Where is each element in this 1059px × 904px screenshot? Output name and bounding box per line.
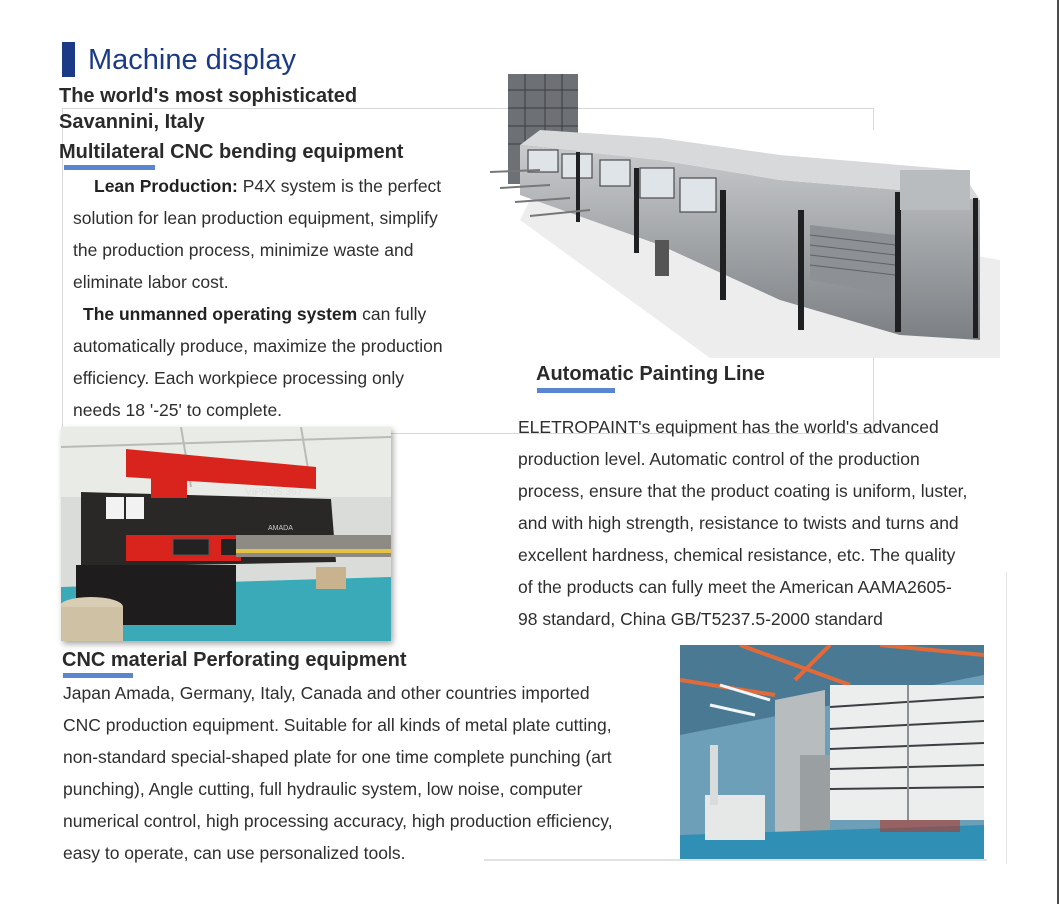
lean-production-label: Lean Production: <box>94 176 238 196</box>
svg-text:VIPROS 367: VIPROS 367 <box>245 487 303 498</box>
heading-underline <box>537 388 615 393</box>
subtitle-line-3: Multilateral CNC bending equipment <box>59 141 404 163</box>
title-accent-bar <box>62 42 75 77</box>
page-title: Machine display <box>88 44 296 76</box>
subtitle-line-1: The world's most sophisticated <box>59 85 358 107</box>
unmanned-system-label: The unmanned operating system <box>83 304 358 324</box>
painting-line-image <box>680 645 984 859</box>
cnc-perforating-heading: CNC material Perforating equipment <box>62 649 407 671</box>
svg-text:AMADA: AMADA <box>268 525 293 532</box>
cnc-description: Japan Amada, Germany, Italy, Canada and other countries imported CNC production equipment. Suitable for all kinds of metal plate cutting, non-standard special-shaped plate for one time complete punching (art punching), Angle cutting, full hydraulic system, low noise, computer numerical control, high processing accuracy, high production efficiency, easy to operate, can use personalized tools. <box>63 683 613 863</box>
painting-description: ELETROPAINT's equipment has the world's advanced production level. Automatic control of the production process, ensure that the product coating is uniform, luster, and with high strength, resistance to twists and turns and excellent hardness, chemical resistance, etc. The quality of the products can fully meet the American AAMA2605- 98 standard, China GB/T5237.5-2000 standard <box>518 417 968 629</box>
subtitle-line-2: Savannini, Italy <box>59 111 205 133</box>
cnc-punch-machine-image <box>61 427 391 641</box>
bending-line-image <box>480 70 1000 358</box>
frame-line <box>1006 572 1007 864</box>
bending-description: Lean Production: P4X system is the perfect solution for lean production equipment, simplify the production process, minimize waste and eliminate labor cost. The unmanned operating system can fully automatically produce, maximize the production efficiency. Each workpiece processing only needs 18 '-25' to complete. <box>73 176 443 420</box>
painting-line-heading: Automatic Painting Line <box>536 363 765 385</box>
